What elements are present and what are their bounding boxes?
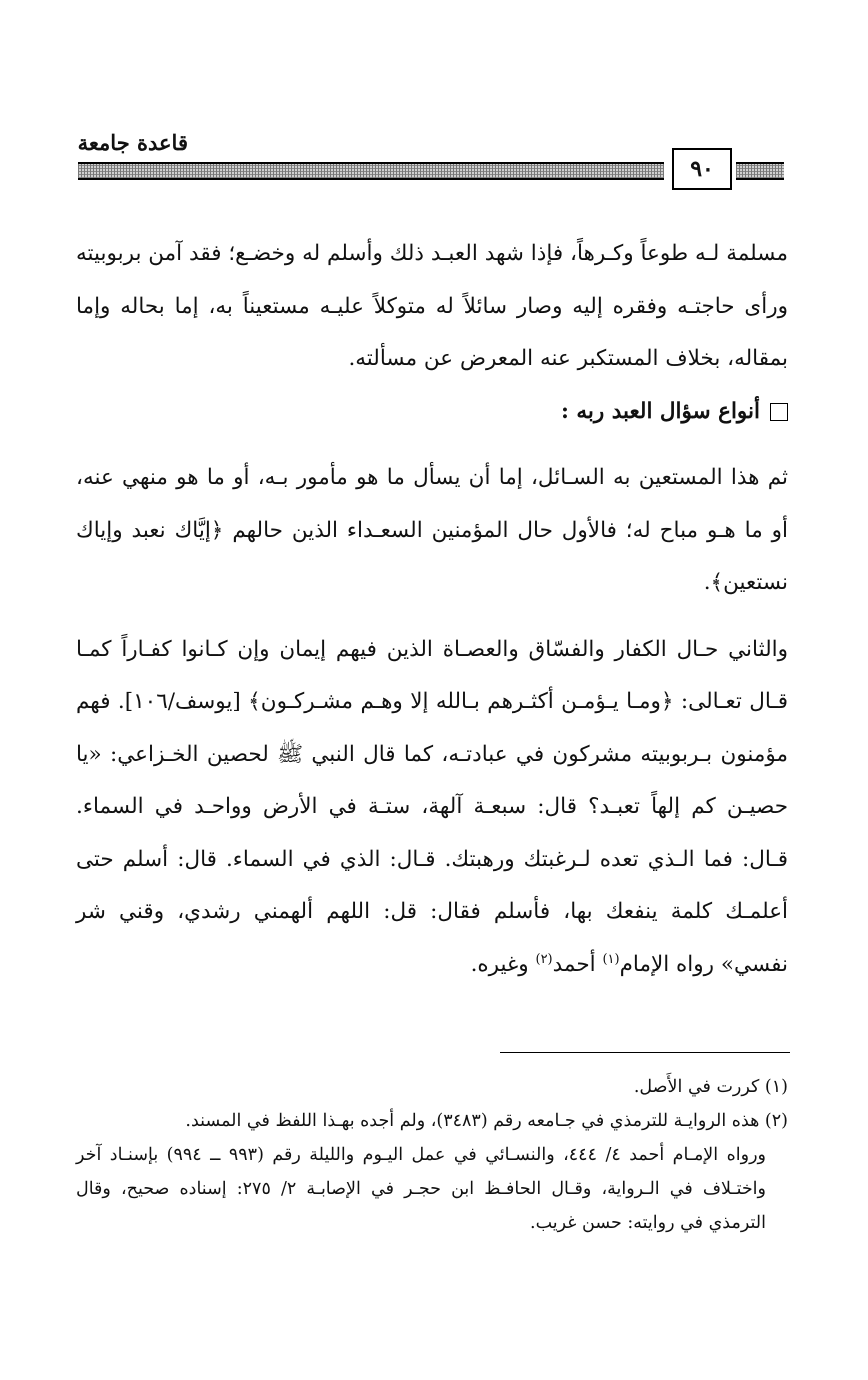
footnotes [76, 1070, 788, 1240]
footnote-reference[interactable]: (١) [602, 951, 620, 967]
section-heading [76, 386, 788, 439]
footnote-separator [500, 1052, 790, 1053]
footnote: (١) كررت في الأَصل. [633, 1077, 788, 1097]
main-text [76, 228, 788, 991]
square-bullet-icon [770, 403, 788, 421]
running-title: قاعدة جامعة [77, 130, 188, 155]
footnote-continuation: ورواه الإمـام أحمد ٤/ ٤٤٤، والنسـائي في عمل اليـوم والليلة رقم (٩٩٣ ــ ٩٩٤) بإسنـاد آخر واختـلاف في الـرواية، وقـال الحافـظ ابن حجـر في الإصابـة ٢/ ٢٧٥: إسناده صحيح، وقال الترمذي في روايته: حسن غريب. [76, 1145, 766, 1233]
paragraph-text: والثاني حـال الكفار والفسّاق والعصـاة الذين فيهم إيمان وإن كـانوا كفـاراً كمـا قـال تعـالى: ﴿ومـا يـؤمـن أكثـرهم بـالله إلا وهـم مشـركـون﴾ [يوسف/١٠٦]. فهم مؤمنون بـربوبيته مشركون في عبادتـه، كما قال النبي ﷺ لحصين الخـزاعي: «يا حصيـن كم إلهاً تعبـد؟ قال: سبعـة آلهة، ستـة في الأرض وواحـد في السماء. قـال: فما الـذي تعده لـرغبتك ورهبتك. قـال: الذي في السماء. قال: أسلم حتى أعلمـك كلمة ينفعك بها، فأسلم فقال: قل: اللهم ألهمني رشدي، وقني شر نفسي» رواه الإمام [76, 636, 788, 977]
paragraph-text: أحمد [552, 951, 603, 977]
section-heading-text: أنواع سؤال العبد ربه : [560, 398, 760, 424]
footnote: (٢) هذه الروايـة للترمذي في جـامعه رقم (٣٤٨٣)، ولم أجده بهـذا اللفظ في المسند. [185, 1111, 788, 1131]
paragraph-text: وغيره. [470, 951, 536, 977]
header-ornamental-rule-left [78, 162, 664, 180]
paragraph: ثم هذا المستعين به السـائل، إما أن يسأل ما هو مأمور بـه، أو ما هو منهي عنه، أو ما هـو مباح له؛ فالأول حال المؤمنين السعـداء الذين حالهم ﴿إيَّاك نعبد وإياك نستعين﴾. [76, 465, 788, 595]
paragraph: مسلمة لـه طوعاً وكـرهاً، فإذا شهد العبـد ذلك وأسلم له وخضـع؛ فقد آمن بربوبيته ورأى حاجتـه وفقره إليه وصار سائلاً له متوكلاً عليـه مستعيناً به، إما بحاله وإما بمقاله، بخلاف المستكبر عنه المعرض عن مسألته. [76, 241, 788, 371]
paragraph [76, 624, 788, 992]
header-ornamental-rule-right [736, 162, 784, 180]
footnote-reference[interactable]: (٢) [535, 951, 553, 967]
page-number: ٩٠ [672, 148, 732, 190]
